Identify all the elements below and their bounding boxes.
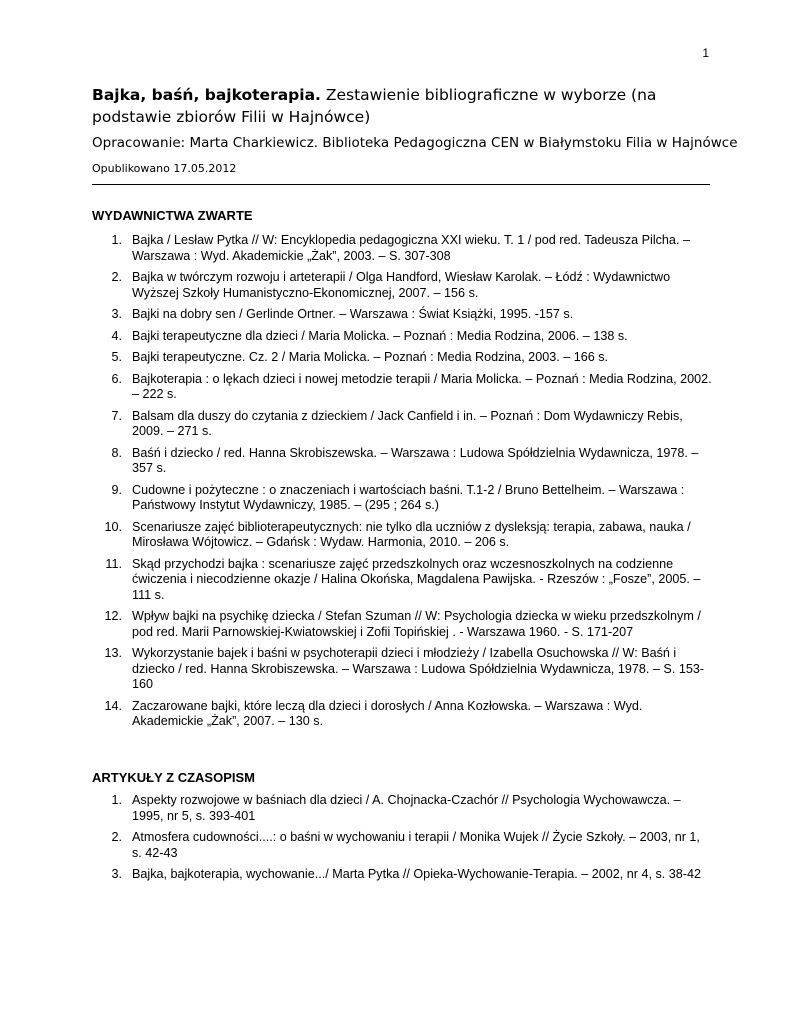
list-item-text: Wykorzystanie bajek i baśni w psychoterapii dzieci i młodzieży / Izabella Osuchowska // W: Baśń i dziecko / red. Hanna Skrobiszewska. – Warszawa : Ludowa Spółdzielnia Wydawnicza, 1978. – S. 153-160 xyxy=(132,646,705,691)
section-heading-books: WYDAWNICTWA ZWARTE xyxy=(92,208,253,223)
page-number: 1 xyxy=(702,46,709,60)
list-item-text: Bajki na dobry sen / Gerlinde Ortner. – Warszawa : Świat Książki, 1995. -157 s. xyxy=(132,307,574,321)
list-item-text: Wpływ bajki na psychikę dziecka / Stefan Szuman // W: Psychologia dziecka w wieku przedszkolnym / pod red. Marii Parnowskiej-Kwiatowskiej i Zofii Topińskiej . - Warszawa 1960. - S. 171-207 xyxy=(132,609,701,639)
title-rest: Zestawienie bibliograficzne w wyborze (na podstawie zbiorów Filii w Hajnówce) xyxy=(92,86,657,126)
list-item-number: 1. xyxy=(111,793,122,807)
list-item-text: Bajka, bajkoterapia, wychowanie.../ Marta Pytka // Opieka-Wychowanie-Terapia. – 2002, nr 4, s. 38-42 xyxy=(132,867,701,881)
list-item-text: Scenariusze zajęć biblioterapeutycznych: nie tylko dla uczniów z dysleksją: terapia, zabawa, nauka / Mirosława Wójtowicz. – Gdańsk : Wydaw. Harmonia, 2010. – 206 s. xyxy=(132,519,691,549)
list-item xyxy=(92,350,712,366)
list-item-text: Bajki terapeutyczne. Cz. 2 / Maria Molicka. – Poznań : Media Rodzina, 2003. – 166 s. xyxy=(132,350,609,364)
list-item-text: Balsam dla duszy do czytania z dzieckiem / Jack Canfield i in. – Poznań : Dom Wydawniczy Rebis, 2009. – 271 s. xyxy=(132,408,683,438)
list-item xyxy=(92,557,712,604)
list-item xyxy=(92,483,712,514)
list-item-text: Skąd przychodzi bajka : scenariusze zajęć przedszkolnych oraz wczesnoszkolnych na codzienne ćwiczenia i niecodzienne okazje / Halina Okońska, Magdalena Pawijska. - Rzeszów : „Fosze”, 2005. – 111 s. xyxy=(132,556,701,602)
list-item xyxy=(92,793,712,824)
list-item-number: 6. xyxy=(111,371,122,386)
list-item-text: Bajkoterapia : o lękach dzieci i nowej metodzie terapii / Maria Molicka. – Poznań : Media Rodzina, 2002. – 222 s. xyxy=(132,371,712,401)
list-item-text: Bajka w twórczym rozwoju i arteterapii / Olga Handford, Wiesław Karolak. – Łódź : Wydawnictwo Wyższej Szkoły Humanistyczno-Ekonomicznej, 2007. – 156 s. xyxy=(132,270,671,300)
section-heading-articles: ARTYKUŁY Z CZASOPISM xyxy=(92,770,255,785)
list-item-text: Cudowne i pożyteczne : o znaczeniach i wartościach baśni. T.1-2 / Bruno Bettelheim. – Warszawa : Państwowy Instytut Wydawniczy, 1985. – (295 ; 264 s.) xyxy=(132,482,685,512)
header-divider xyxy=(92,184,710,185)
list-item-number: 13. xyxy=(104,646,122,660)
compiled-by: Opracowanie: Marta Charkiewicz. Biblioteka Pedagogiczna CEN w Białymstoku Filia w Hajnówce xyxy=(92,135,738,151)
list-item-number: 7. xyxy=(111,408,122,423)
list-item-number: 8. xyxy=(111,445,122,460)
list-item-number: 3. xyxy=(111,307,122,321)
list-item-number: 9. xyxy=(111,482,122,497)
list-item xyxy=(92,329,712,345)
list-item-text: Zaczarowane bajki, które leczą dla dzieci i dorosłych / Anna Kozłowska. – Warszawa : Wyd. Akademickie „Żak”, 2007. – 130 s. xyxy=(132,698,643,728)
list-item-number: 4. xyxy=(111,328,122,343)
list-item-text: Aspekty rozwojowe w baśniach dla dzieci / A. Chojnacka-Czachór // Psychologia Wychowawcza. – 1995, nr 5, s. 393-401 xyxy=(132,793,681,823)
list-item-number: 2. xyxy=(111,830,122,844)
list-item xyxy=(92,270,712,301)
list-item xyxy=(92,372,712,403)
list-item-number: 14. xyxy=(104,698,122,713)
list-item xyxy=(92,307,712,323)
list-item-number: 5. xyxy=(111,350,122,364)
published-date: Opublikowano 17.05.2012 xyxy=(92,162,237,175)
list-item xyxy=(92,409,712,440)
list-item xyxy=(92,867,712,883)
list-item-number: 2. xyxy=(111,270,122,284)
list-item-text: Atmosfera cudowności....: o baśni w wychowaniu i terapii / Monika Wujek // Życie Szkoły. – 2003, nr 1, s. 42-43 xyxy=(132,830,700,860)
list-item-number: 10. xyxy=(104,519,122,534)
list-item-number: 11. xyxy=(105,556,122,571)
title-bold: Bajka, baśń, bajkoterapia. xyxy=(92,86,321,104)
list-item-number: 3. xyxy=(111,867,122,881)
list-item-number: 1. xyxy=(111,233,122,247)
books-list xyxy=(92,233,712,736)
document-title xyxy=(92,84,712,128)
list-item-text: Baśń i dziecko / red. Hanna Skrobiszewska. – Warszawa : Ludowa Spółdzielnia Wydawnicza, 1978. – 357 s. xyxy=(132,445,699,475)
list-item xyxy=(92,609,712,640)
list-item xyxy=(92,520,712,551)
list-item xyxy=(92,646,712,693)
list-item-text: Bajka / Lesław Pytka // W: Encyklopedia pedagogiczna XXI wieku. T. 1 / pod red. Tadeusza Pilcha. – Warszawa : Wyd. Akademickie „Żak”, 2003. – S. 307-308 xyxy=(132,233,690,263)
list-item xyxy=(92,830,712,861)
list-item xyxy=(92,446,712,477)
list-item xyxy=(92,699,712,730)
list-item-number: 12. xyxy=(104,609,122,623)
list-item-text: Bajki terapeutyczne dla dzieci / Maria Molicka. – Poznań : Media Rodzina, 2006. – 138 s. xyxy=(132,328,628,343)
articles-list xyxy=(92,793,712,889)
list-item xyxy=(92,233,712,264)
